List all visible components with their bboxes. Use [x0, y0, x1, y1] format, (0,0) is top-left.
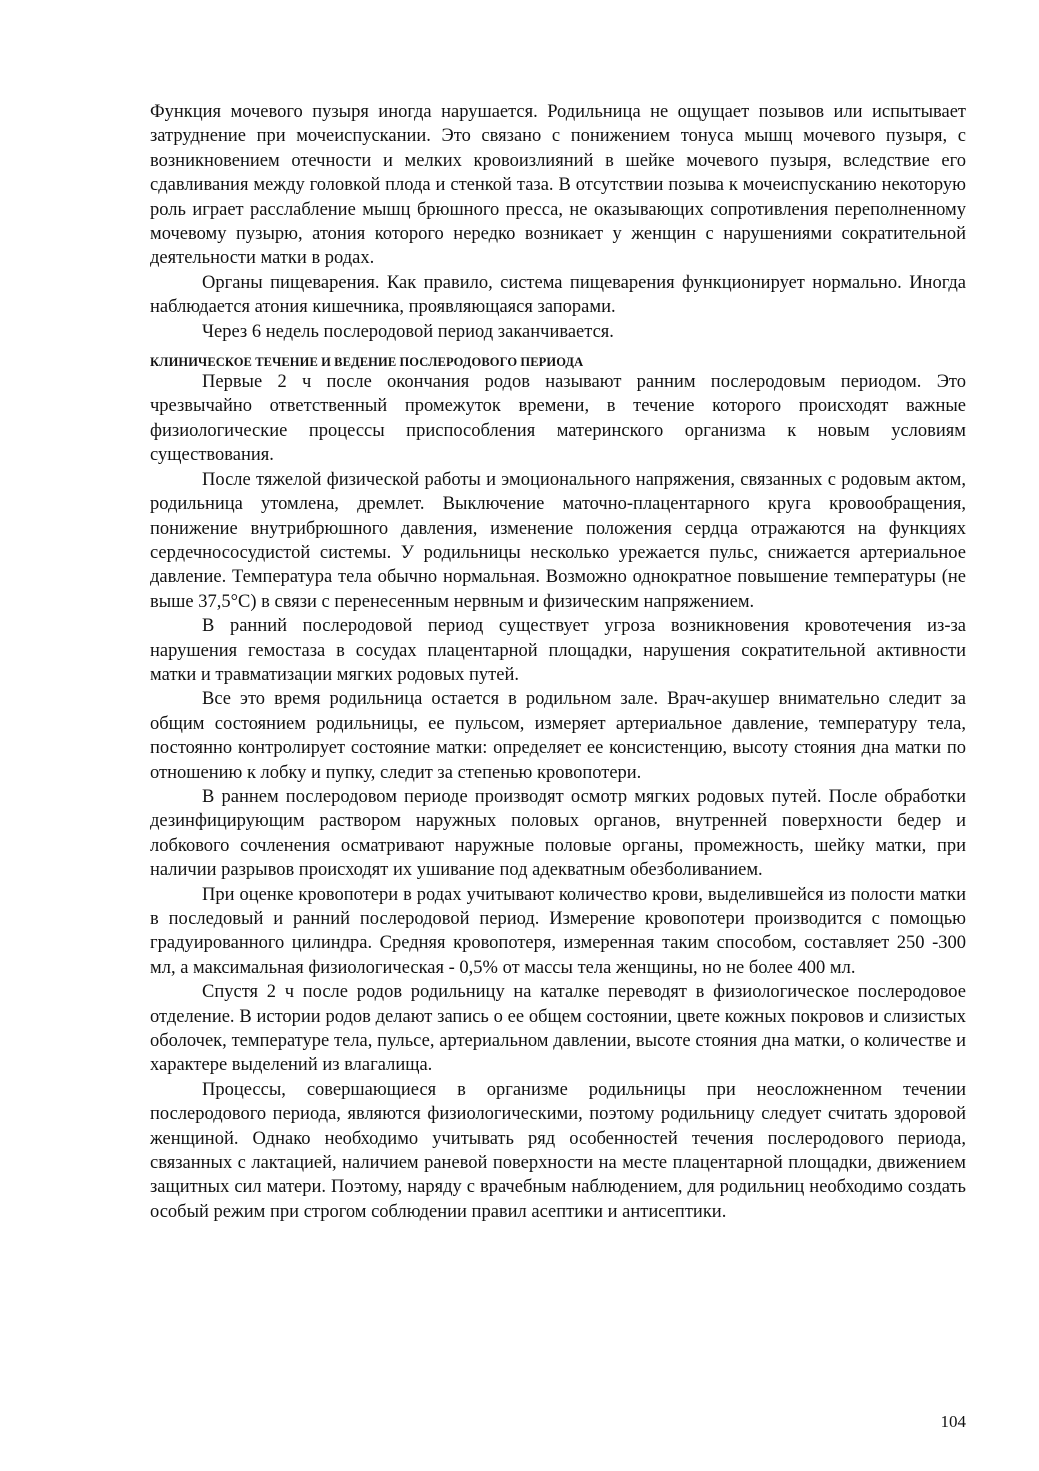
page-number: 104 [940, 1412, 966, 1431]
paragraph-transfer: Спустя 2 ч после родов родильницу на каталке переводят в физиологическое послеродовое отделение. В истории родов делают запись о ее общем состоянии, цвете кожных покровов и слизистых оболочек, температуре тела, пульсе, артериальном давлении, высоте стояния дна матки, о количестве и характере выделений из влагалища. [150, 982, 966, 1076]
paragraph-digestive-organs: Органы пищеварения. Как правило, система пищеварения функционирует нормально. Иногда наблюдается атония кишечника, проявляющаяся запорами. [150, 272, 966, 318]
page-body [150, 100, 966, 1224]
paragraph-early-postpartum: Первые 2 ч после окончания родов называют ранним послеродовым периодом. Это чрезвычайно ответственный промежуток времени, в течение которого происходят важные физиологические процессы приспособления материнского организма к новым условиям существования. [150, 372, 966, 466]
paragraph-period-end: Через 6 недель послеродовой период заканчивается. [202, 321, 614, 342]
paragraph-processes: Процессы, совершающиеся в организме родильницы при неосложненном течении послеродового периода, являются физиологическими, поэтому родильницу следует считать здоровой женщиной. Однако необходимо учитывать ряд особенностей течения послеродового периода, связанных с лактацией, наличием раневой поверхности на месте плацентарной площадки, движением защитных сил матери. Поэтому, наряду с врачебным наблюдением, для родильниц необходимо создать особый режим при строгом соблюдении правил асептики и антисептики. [150, 1079, 966, 1222]
paragraph-bleeding-risk: В ранний послеродовой период существует угроза возникновения кровотечения из-за нарушения гемостаза в сосудах плацентарной площадки, нарушения сократительной активности матки и травматизации мягких родовых путей. [150, 616, 966, 685]
paragraph-blood-loss: При оценке кровопотери в родах учитывают количество крови, выделившейся из полости матки в последовый и ранний послеродовой период. Измерение кровопотери производится с помощью градуированного цилиндра. Средняя кровопотеря, измеренная таким способом, составляет 250 -300 мл, а максимальная физиологическая - 0,5% от массы тела женщины, но не более 400 мл. [150, 884, 966, 978]
section-heading: КЛИНИЧЕСКОЕ ТЕЧЕНИЕ И ВЕДЕНИЕ ПОСЛЕРОДОВОГО ПЕРИОДА [150, 355, 584, 370]
paragraph-examination: В раннем послеродовом периоде производят осмотр мягких родовых путей. После обработки дезинфицирующим раствором наружных половых органов, внутренней поверхности бедер и лобкового сочленения осматривают наружные половые органы, промежность, шейку матки, при наличии разрывов происходят их ушивание под адекватным обезболиванием. [150, 786, 966, 881]
paragraph-monitoring: Все это время родильница остается в родильном зале. Врач-акушер внимательно следит за общим состоянием родильницы, ее пульсом, измеряет артериальное давление, температуру тела, постоянно контролирует состояние матки: определяет ее консистенцию, высоту стояния дна матки по отношению к лобку и пупку, следит за степенью кровопотери. [150, 689, 966, 783]
paragraph-fatigue: После тяжелой физической работы и эмоционального напряжения, связанных с родовым актом, родильница утомлена, дремлет. Выключение маточно-плацентарного круга кровообращения, понижение внутрибрюшного давления, изменение положения сердца отражаются на функциях сердечнососудистой системы. У родильницы несколько урежается пульс, снижается артериальное давление. Температура тела обычно нормальная. Возможно однократное повышение температуры (не выше 37,5°С) в связи с перенесенным нервным и физическим напряжением. [150, 469, 966, 612]
paragraph-bladder-function: Функция мочевого пузыря иногда нарушается. Родильница не ощущает позывов или испытывает затруднение при мочеиспускании. Это связано с понижением тонуса мышц мочевого пузыря, с возникновением отечности и мелких кровоизлияний в шейке мочевого пузыря, вследствие его сдавливания между головкой плода и стенкой таза. В отсутствии позыва к мочеиспусканию некоторую роль играет расслабление мышц брюшного пресса, не оказывающих сопротивления переполненному мочевому пузырю, атония которого нередко возникает у женщин с нарушениями сократительной деятельности матки в родах. [150, 102, 966, 269]
